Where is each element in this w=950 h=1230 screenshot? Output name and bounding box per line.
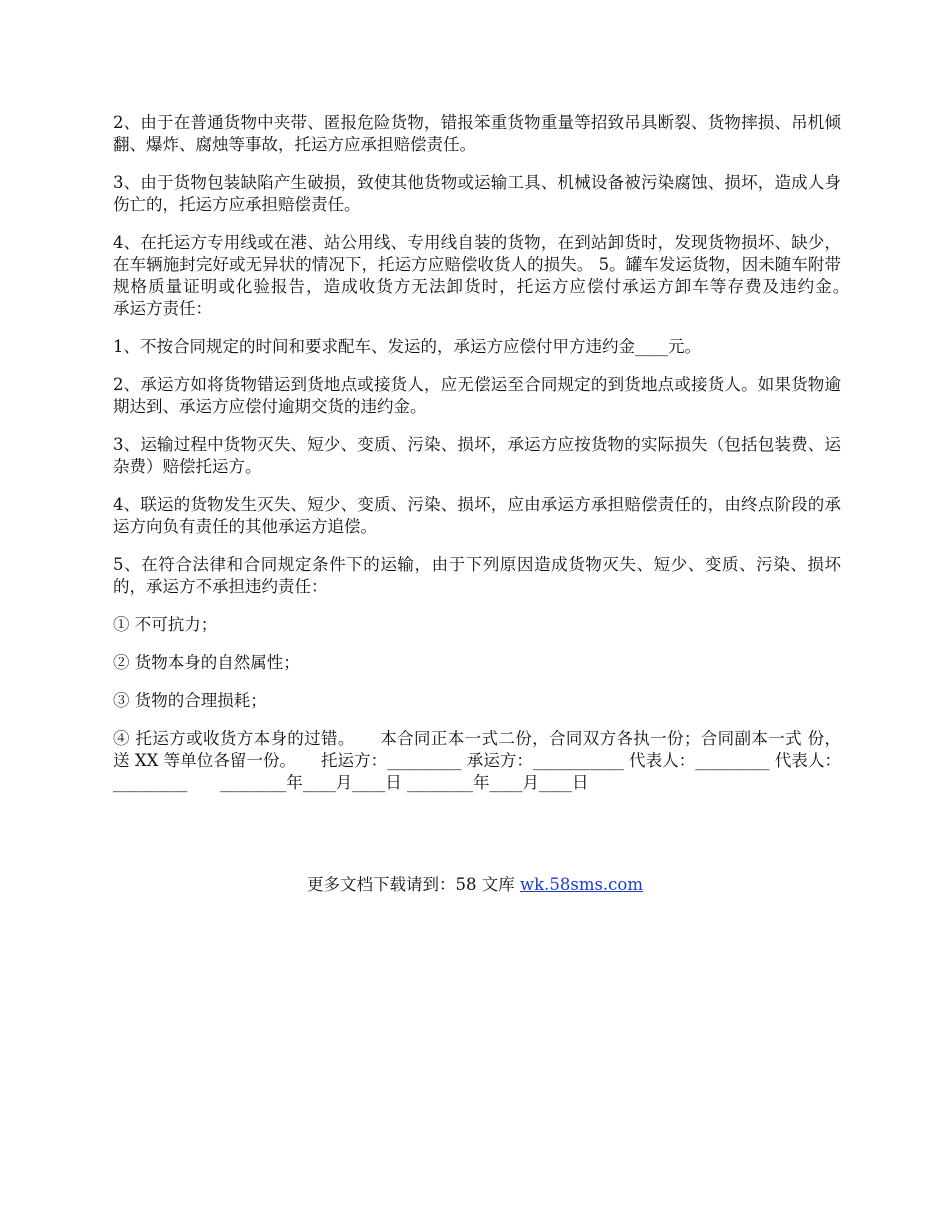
list-item: ② 货物本身的自然属性； bbox=[113, 653, 300, 672]
footer bbox=[0, 873, 950, 897]
footer-link[interactable]: wk.58sms.com bbox=[519, 875, 643, 894]
clause-paragraph: 1、不按合同规定的时间和要求配车、发运的，承运方应偿付甲方违约金____元。 bbox=[113, 337, 701, 356]
signature-paragraph: ④ 托运方或收货方本身的过错。 本合同正本一式二份，合同双方各执一份；合同副本一式 份，送 XX 等单位各留一份。 托运方：_________ 承运方：___________ 代表人：_________ 代表人：_________ ________年____月____日 ________年____月____日 bbox=[113, 729, 841, 792]
clause-paragraph: 4、联运的货物发生灭失、短少、变质、污染、损坏，应由承运方承担赔偿责任的，由终点阶段的承运方向负有责任的其他承运方追偿。 bbox=[113, 495, 841, 536]
clause-paragraph: 3、由于货物包装缺陷产生破损，致使其他货物或运输工具、机械设备被污染腐蚀、损坏，造成人身伤亡的，托运方应承担赔偿责任。 bbox=[113, 173, 841, 214]
clause-paragraph: 2、承运方如将货物错运到货地点或接货人，应无偿运至合同规定的到货地点或接货人。如果货物逾期达到、承运方应偿付逾期交货的违约金。 bbox=[113, 375, 841, 416]
list-item: ① 不可抗力； bbox=[113, 615, 218, 634]
clause-paragraph: 2、由于在普通货物中夹带、匿报危险货物，错报笨重货物重量等招致吊具断裂、货物摔损、吊机倾翻、爆炸、腐烛等事故，托运方应承担赔偿责任。 bbox=[113, 113, 841, 154]
clause-paragraph: 5、在符合法律和合同规定条件下的运输，由于下列原因造成货物灭失、短少、变质、污染、损坏的，承运方不承担违约责任： bbox=[113, 555, 841, 596]
document-body bbox=[113, 112, 874, 810]
clause-paragraph: 4、在托运方专用线或在港、站公用线、专用线自装的货物，在到站卸货时，发现货物损坏、缺少，在车辆施封完好或无异状的情况下，托运方应赔偿收货人的损失。 5。罐车发运货物，因未随车附带规格质量证明或化验报告，造成收货方无法卸货时，托运方应偿付承运方卸车等存费及违约金。 承运方责任： bbox=[113, 233, 874, 318]
list-item: ③ 货物的合理损耗； bbox=[113, 691, 267, 710]
clause-paragraph: 3、运输过程中货物灭失、短少、变质、污染、损坏，承运方应按货物的实际损失（包括包装费、运杂费）赔偿托运方。 bbox=[113, 435, 841, 476]
footer-text: 更多文档下载请到：58 文库 bbox=[306, 875, 520, 894]
